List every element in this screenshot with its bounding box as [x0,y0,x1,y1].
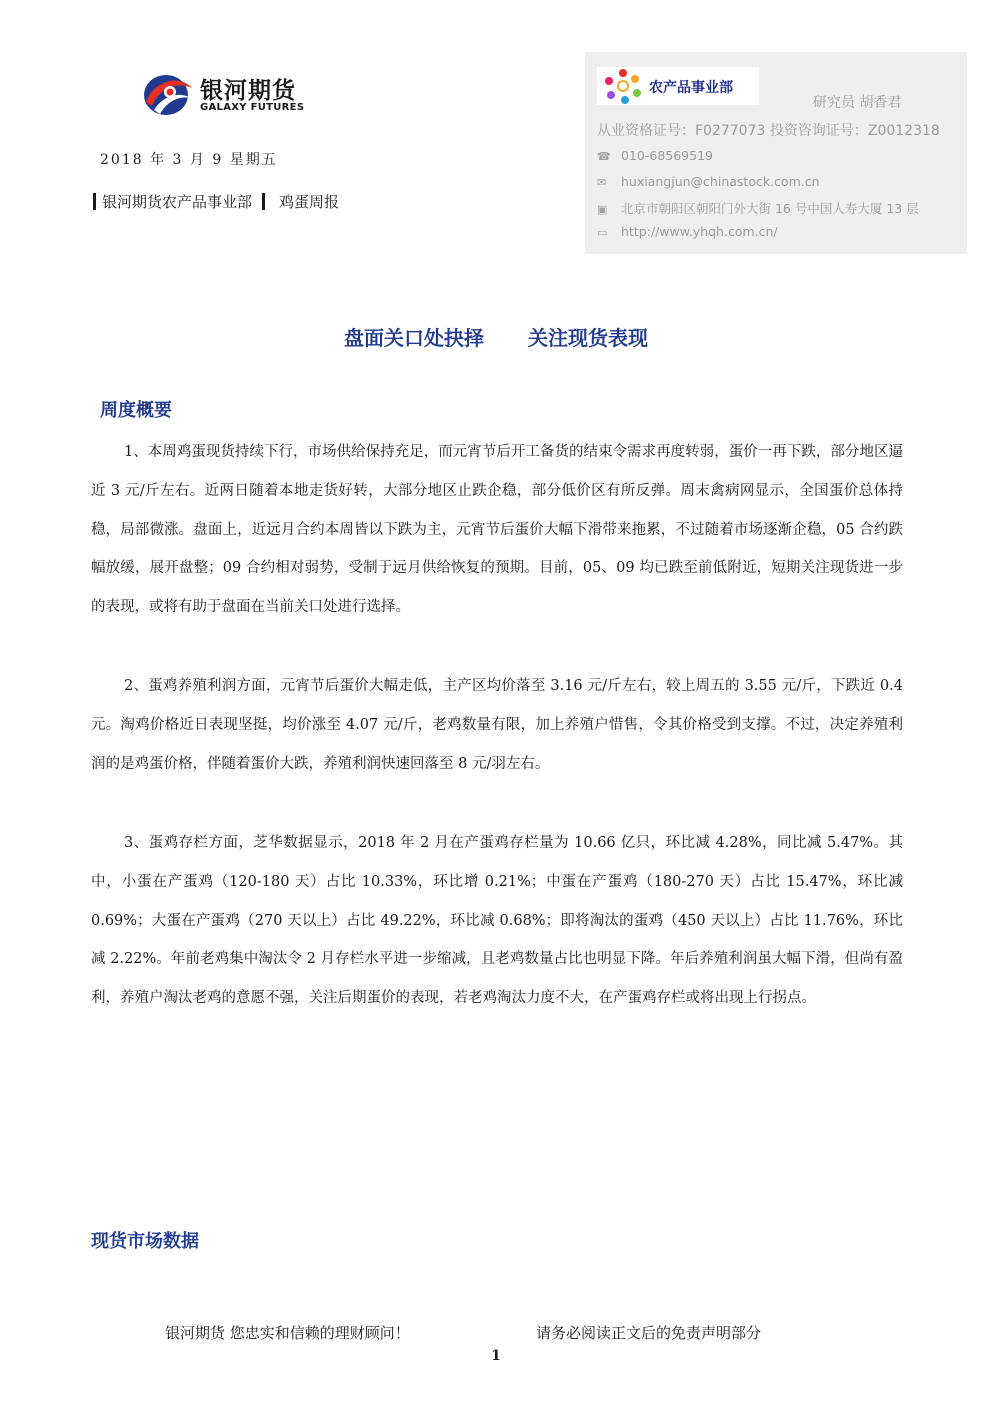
researcher-info-box [585,52,967,254]
title-part1: 盘面关口处抉择 [344,326,484,350]
report-date: 2018 年 3 月 9 星期五 [100,152,278,168]
dept-logo [597,67,759,105]
galaxy-logo-icon [140,70,196,120]
address-line [597,199,919,217]
footer-disclaimer-note: 请务必阅读正文后的免责声明部分 [536,1324,762,1342]
phone-line [597,148,713,163]
certificate-numbers: 从业资格证号：F0277073 投资咨询证号：Z0012318 [597,123,940,139]
address-icon: ▣ [597,203,608,216]
page-number: 1 [491,1348,501,1364]
email-line [597,174,820,189]
office-address: 北京市朝阳区朝阳门外大街 16 号中国人寿大厦 13 层 [621,201,919,216]
title-part2: 关注现货表现 [528,326,648,350]
people-circle-icon [601,67,645,105]
section-heading-spot-market: 现货市场数据 [91,1231,199,1252]
galaxy-futures-logo [140,70,330,120]
logo-text-en: GALAXY FUTURES [200,102,305,113]
phone-number: 010-68569519 [621,148,713,163]
logo-text-cn: 银河期货 [200,78,296,104]
paragraph-1: 1、本周鸡蛋现货持续下行，市场供给保持充足，而元宵节后开工备货的结束令需求再度转弱，蛋价一再下跌，部分地区逼近 3 元/斤左右。近两日随着本地走货好转，大部分地区止跌企稳，部分低价区有所反弹。周末禽病网显示，全国蛋价总体持稳，局部微涨。盘面上，近远月合约本周皆以下跌为主，元宵节后蛋价大幅下滑带来拖累，不过随着市场逐渐企稳，05 合约跌幅放缓，展开盘整；09 合约相对弱势，受制于远月供给恢复的预期。目前，05、09 均已跌至前低附近，短期关注现货进一步的表现，或将有助于盘面在当前关口处进行选择。 [91,444,903,616]
department-line [93,191,339,212]
email-address[interactable]: huxiangjun@chinastock.com.cn [621,174,820,189]
paragraph-2: 2、蛋鸡养殖利润方面，元宵节后蛋价大幅走低，主产区均价落至 3.16 元/斤左右，较上周五的 3.55 元/斤，下跌近 0.4 元。淘鸡价格近日表现坚挺，均价涨至 4.07 元/斤，老鸡数量有限，加上养殖户惜售，令其价格受到支撑。不过，决定养殖利润的是鸡蛋价格，伴随着蛋价大跌，养殖利润快速回落至 8 元/羽左右。 [91,678,903,772]
dept-logo-text: 农产品事业部 [649,80,733,96]
website-line [597,224,778,239]
divider-bar [93,193,96,210]
paragraph-3: 3、蛋鸡存栏方面，芝华数据显示，2018 年 2 月在产蛋鸡存栏量为 10.66 亿只，环比减 4.28%，同比减 5.47%。其中，小蛋在产蛋鸡（120-180 天）占比 10.33%，环比增 0.21%；中蛋在产蛋鸡（180-270 天）占比 15.47%，环比减 0.69%；大蛋在产蛋鸡（270 天以上）占比 49.22%，环比减 0.68%；即将淘汰的蛋鸡（450 天以上）占比 11.76%，环比减 2.22%。年前老鸡集中淘汰令 2 月存栏水平进一步缩减，且老鸡数量占比也明显下降。年后养殖利润虽大幅下滑，但尚有盈利，养殖户淘汰老鸡的意愿不强，关注后期蛋价的表现，若老鸡淘汰力度不大，在产蛋鸡存栏或将出现上行拐点。 [91,835,903,1007]
report-type: 鸡蛋周报 [279,193,340,211]
department-name: 银河期货农产品事业部 [102,193,253,211]
email-icon: ✉ [597,176,607,189]
website-icon: ▭ [597,226,608,239]
phone-icon: ☎ [597,150,611,163]
divider-bar [262,193,265,210]
researcher-name: 研究员 胡香君 [813,95,902,111]
website-url[interactable]: http://www.yhqh.com.cn/ [621,224,778,239]
report-title [0,322,992,351]
section-heading-overview: 周度概要 [100,400,172,421]
footer-slogan: 银河期货 您忠实和信赖的理财顾问！ [165,1324,410,1342]
